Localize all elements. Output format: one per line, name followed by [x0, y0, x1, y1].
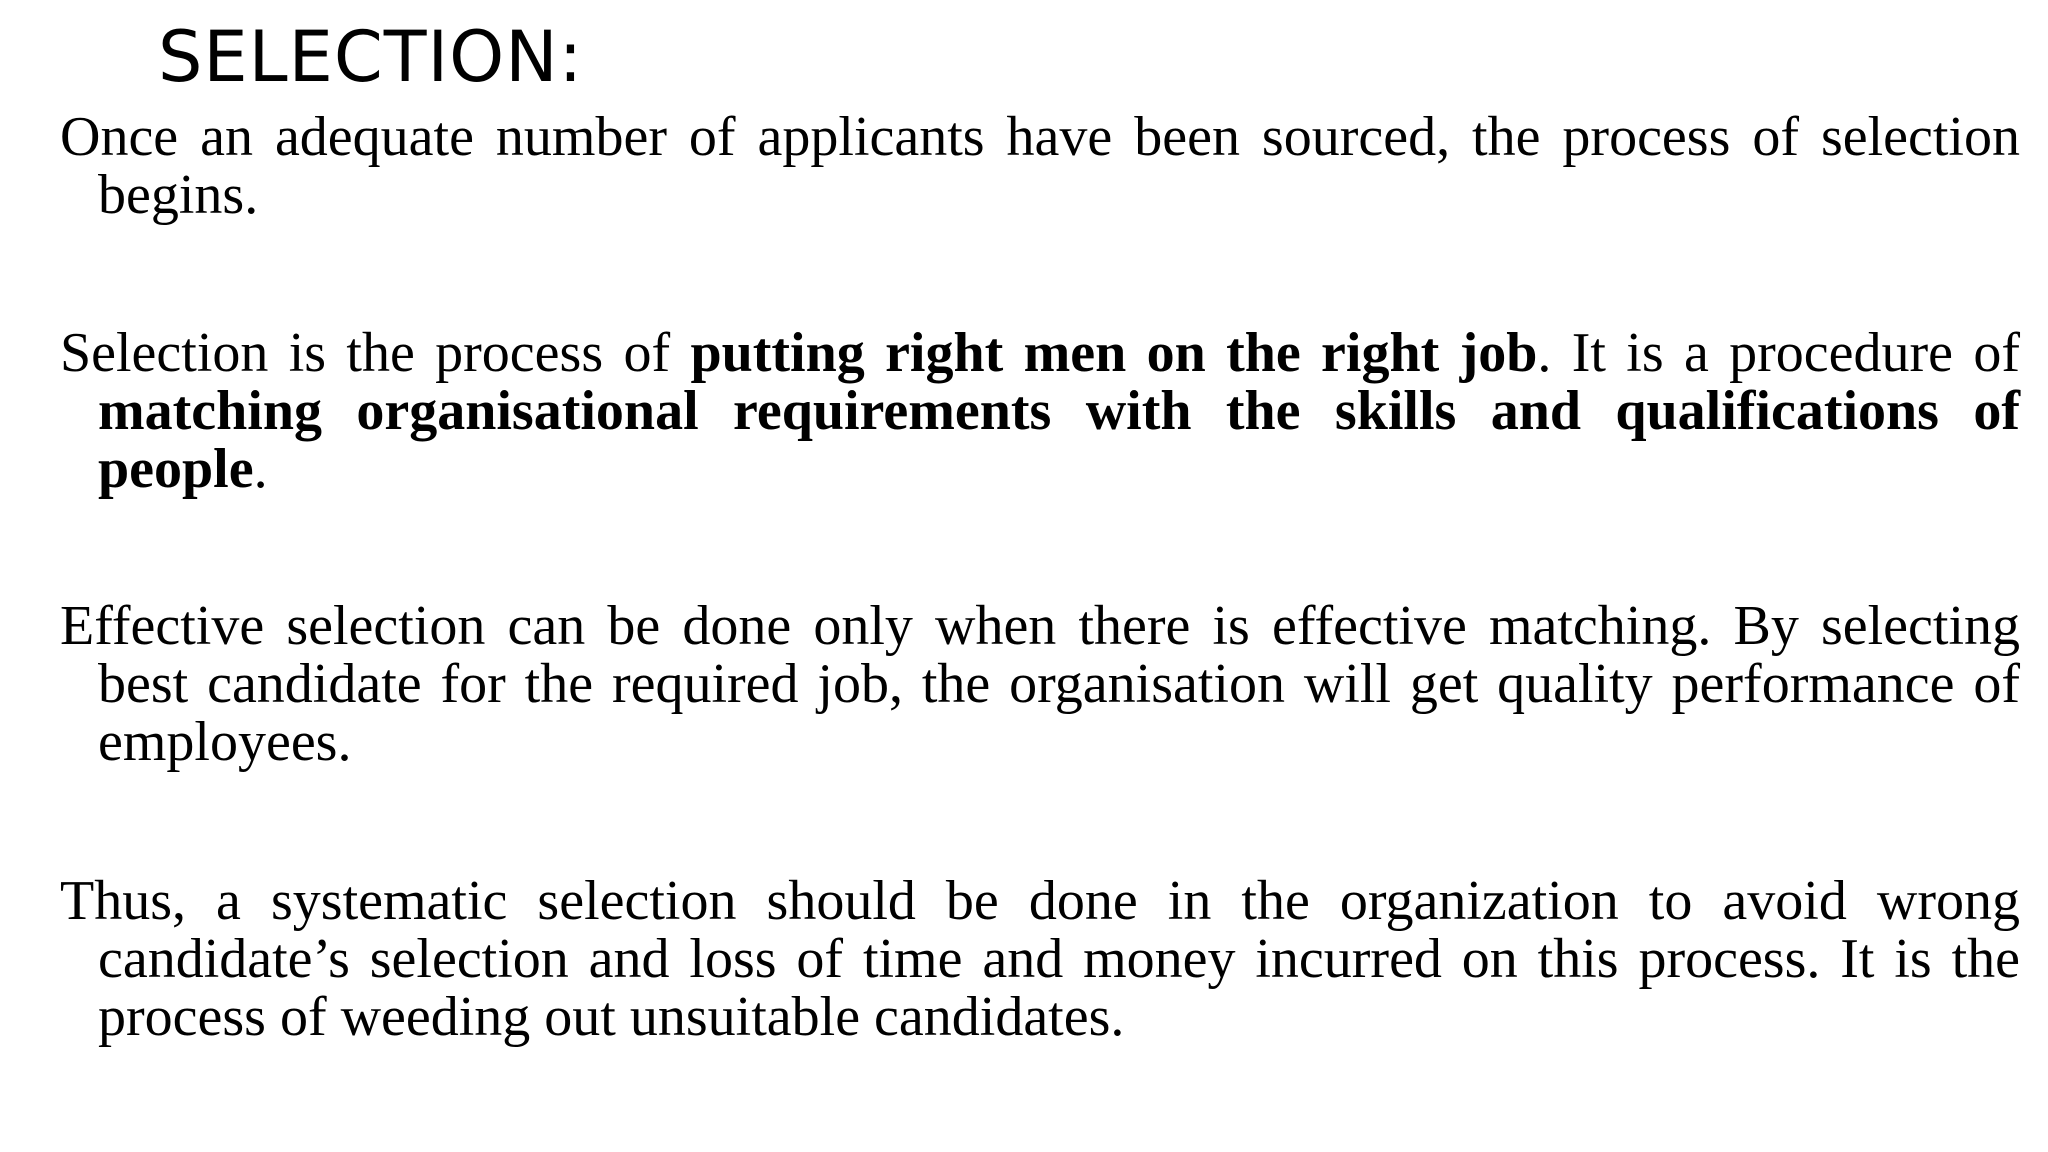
paragraph-effective-selection: [60, 597, 2020, 771]
bold-phrase-matching: matching organisational requirements with the skills and qualifications of people: [98, 380, 2020, 500]
text-run: Selection is the process of: [60, 322, 691, 384]
paragraph-sourcing: [60, 108, 2020, 224]
paragraph-systematic-selection: [60, 872, 2020, 1046]
paragraph-text: Once an adequate number of applicants have been sourced, the process of selection begins.: [60, 106, 2020, 226]
bold-phrase-right-men: putting right men on the right job: [690, 322, 1538, 384]
text-run: .: [253, 438, 268, 500]
text-run: . It is a procedure of: [1537, 322, 2020, 384]
paragraph-text: Effective selection can be done only when there is effective matching. By selecting best candidate for the required job, the organisation will get quality performance of employees.: [60, 595, 2020, 773]
slide-title: SELECTION:: [158, 16, 584, 98]
paragraph-text: [60, 324, 2020, 498]
paragraph-text: Thus, a systematic selection should be done in the organization to avoid wrong candidate’s selection and loss of time and money incurred on this process. It is the process of weeding out unsuitable candidates.: [60, 870, 2020, 1048]
paragraph-definition: [60, 324, 2020, 498]
